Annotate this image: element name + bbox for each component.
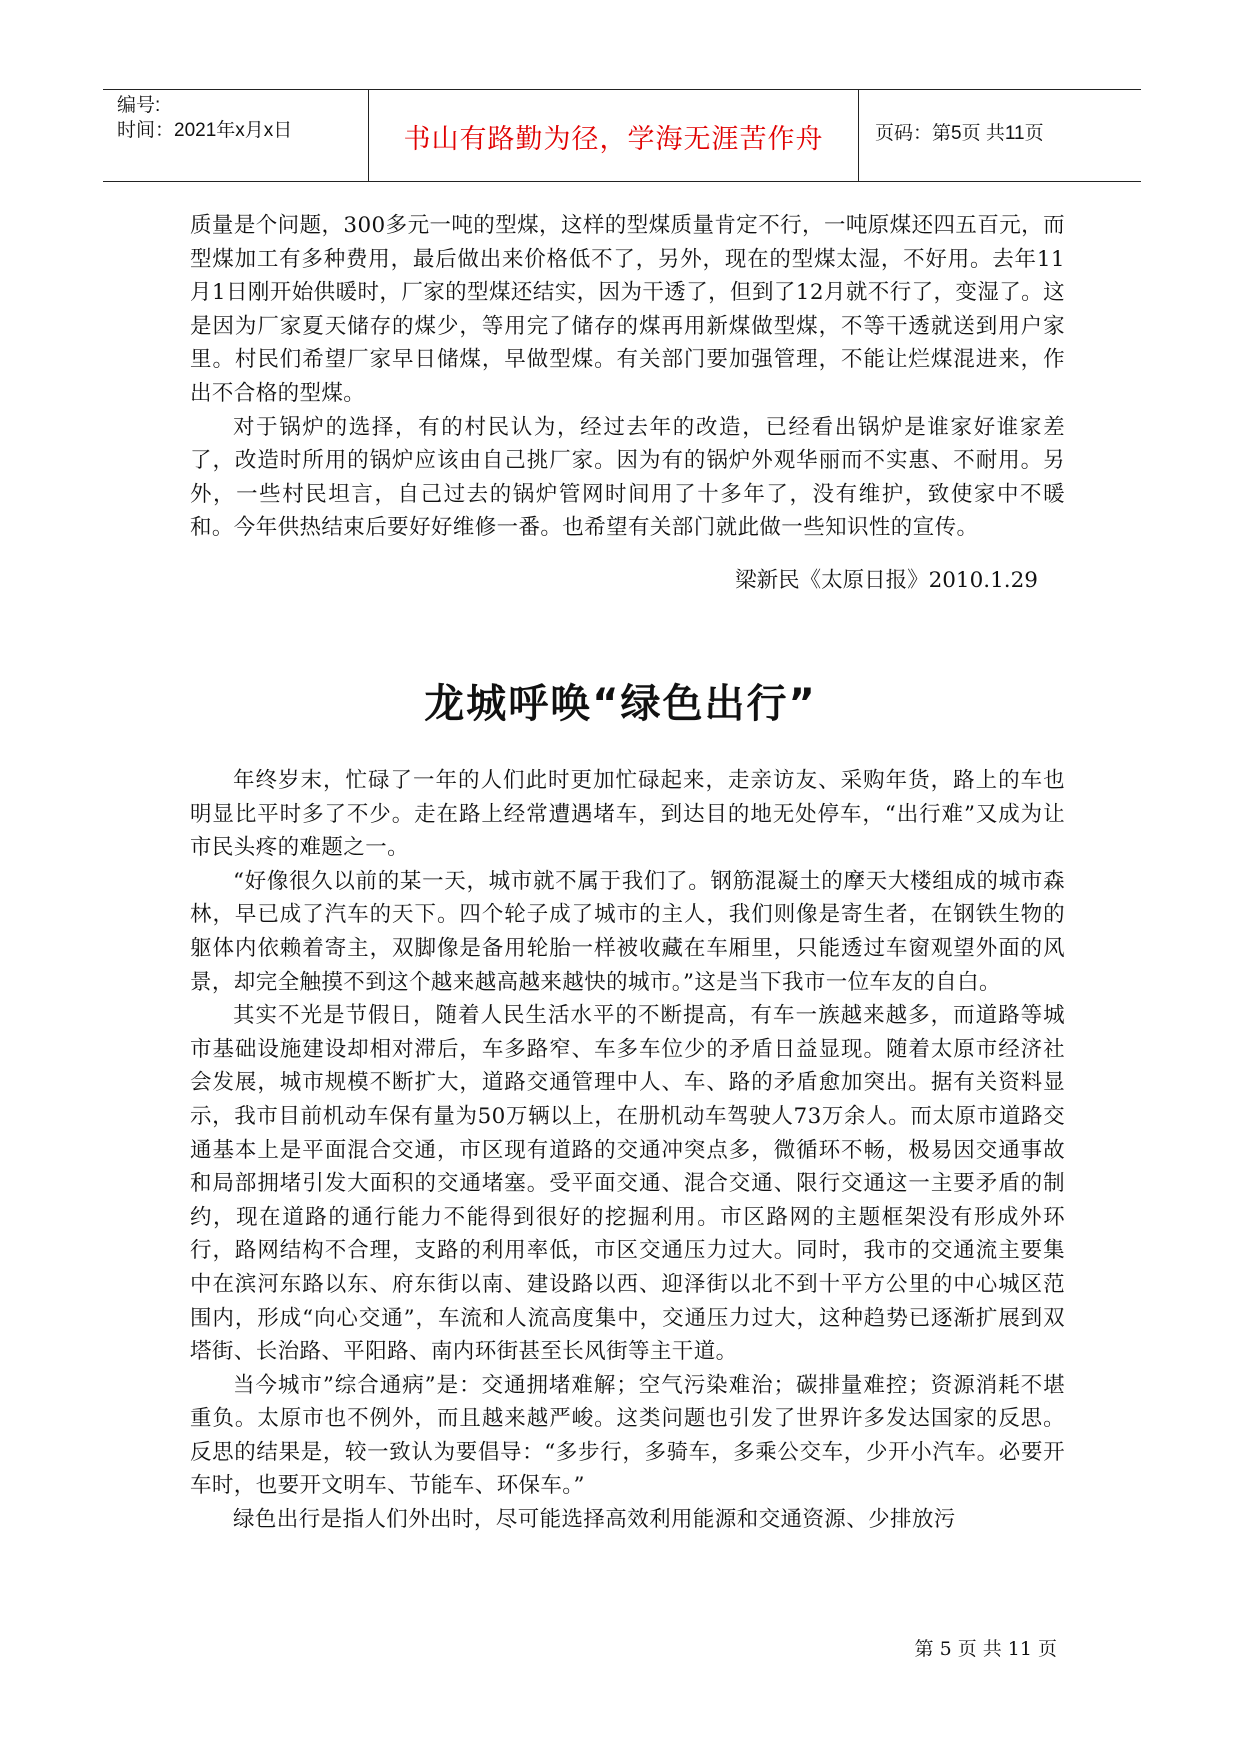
motto-text: 书山有路勤为径，学海无涯苦作舟 — [403, 124, 824, 155]
paragraph: 年终岁末，忙碌了一年的人们此时更加忙碌起来，走亲访友、采购年货，路上的车也明显比平时多了不少。走在路上经常遭遇堵车，到达目的地无处停车，“出行难”又成为让市民头疼的难题之一。 — [190, 768, 1065, 861]
date-label: 时间：2021年x月x日 — [117, 120, 293, 141]
paragraph: 质量是个问题，300多元一吨的型煤，这样的型煤质量肯定不行，一吨原煤还四五百元，而型煤加工有多种费用，最后做出来价格低不了，另外，现在的型煤太湿，不好用。去年11月1日刚开始供暖时，厂家的型煤还结实，因为干透了，但到了12月就不行了，变湿了。这是因为厂家夏天储存的煤少，等用完了储存的煤再用新煤做型煤，不等干透就送到用户家里。村民们希望厂家早日储煤，早做型煤。有关部门要加强管理，不能让烂煤混进来，作出不合格的型煤。 — [190, 213, 1065, 406]
paragraph: “好像很久以前的某一天，城市就不属于我们了。钢筋混凝土的摩天大楼组成的城市森林，早已成了汽车的天下。四个轮子成了城市的主人，我们则像是寄生者，在钢铁生物的躯体内依赖着寄主，双脚像是备用轮胎一样被收藏在车厢里，只能透过车窗观望外面的风景，却完全触摸不到这个越来越高越来越快的城市。”这是当下我市一位车友的自白。 — [190, 868, 1065, 995]
page-footer: 第 5 页 共 11 页 — [914, 1638, 1057, 1660]
article-title: 龙城呼唤“绿色出行” — [424, 681, 817, 727]
article-source: 梁新民《太原日报》2010.1.29 — [735, 568, 1038, 593]
paragraph: 其实不光是节假日，随着人民生活水平的不断提高，有车一族越来越多，而道路等城市基础设施建设却相对滞后，车多路窄、车多车位少的矛盾日益显现。随着太原市经济社会发展，城市规模不断扩大，道路交通管理中人、车、路的矛盾愈加突出。据有关资料显示，我市目前机动车保有量为50万辆以上，在册机动车驾驶人73万余人。而太原市道路交通基本上是平面混合交通，市区现有道路的交通冲突点多，微循环不畅，极易因交通事故和局部拥堵引发大面积的交通堵塞。受平面交通、混合交通、限行交通这一主要矛盾的制约，现在道路的通行能力不能得到很好的挖掘利用。市区路网的主题框架没有形成外环行，路网结构不合理，支路的利用率低，市区交通压力过大。同时，我市的交通流主要集中在滨河东路以东、府东街以南、建设路以西、迎泽街以北不到十平方公里的中心城区范围内，形成“向心交通”，车流和人流高度集中，交通压力过大，这种趋势已逐渐扩展到双塔街、长治路、平阳路、南内环街甚至长风街等主干道。 — [190, 1003, 1065, 1365]
header-motto-cell — [369, 90, 859, 181]
paragraph: 绿色出行是指人们外出时，尽可能选择高效利用能源和交通资源、少排放污 — [233, 1507, 956, 1533]
serial-number-label: 编号: — [117, 95, 161, 116]
paragraph: 当今城市”综合通病”是：交通拥堵难解；空气污染难治；碳排量难控；资源消耗不堪重负。太原市也不例外，而且越来越严峻。这类问题也引发了世界许多发达国家的反思。反思的结果是，较一致认为要倡导：“多步行，多骑车，多乘公交车，少开小汽车。必要开车时，也要开文明车、节能车、环保车。” — [190, 1372, 1065, 1499]
paragraph: 对于锅炉的选择，有的村民认为，经过去年的改造，已经看出锅炉是谁家好谁家差了，改造时所用的锅炉应该由自己挑厂家。因为有的锅炉外观华丽而不实惠、不耐用。另外，一些村民坦言，自己过去的锅炉管网时间用了十多年了，没有维护，致使家中不暖和。今年供热结束后要好好维修一番。也希望有关部门就此做一些知识性的宣传。 — [190, 414, 1065, 541]
page-number-label: 页码：第5页 共11页 — [875, 123, 1044, 144]
page-header — [103, 89, 1141, 182]
header-page-cell — [859, 90, 1141, 181]
article-body — [190, 764, 1065, 1537]
header-info-cell — [103, 90, 369, 181]
article-continuation — [190, 209, 1065, 545]
